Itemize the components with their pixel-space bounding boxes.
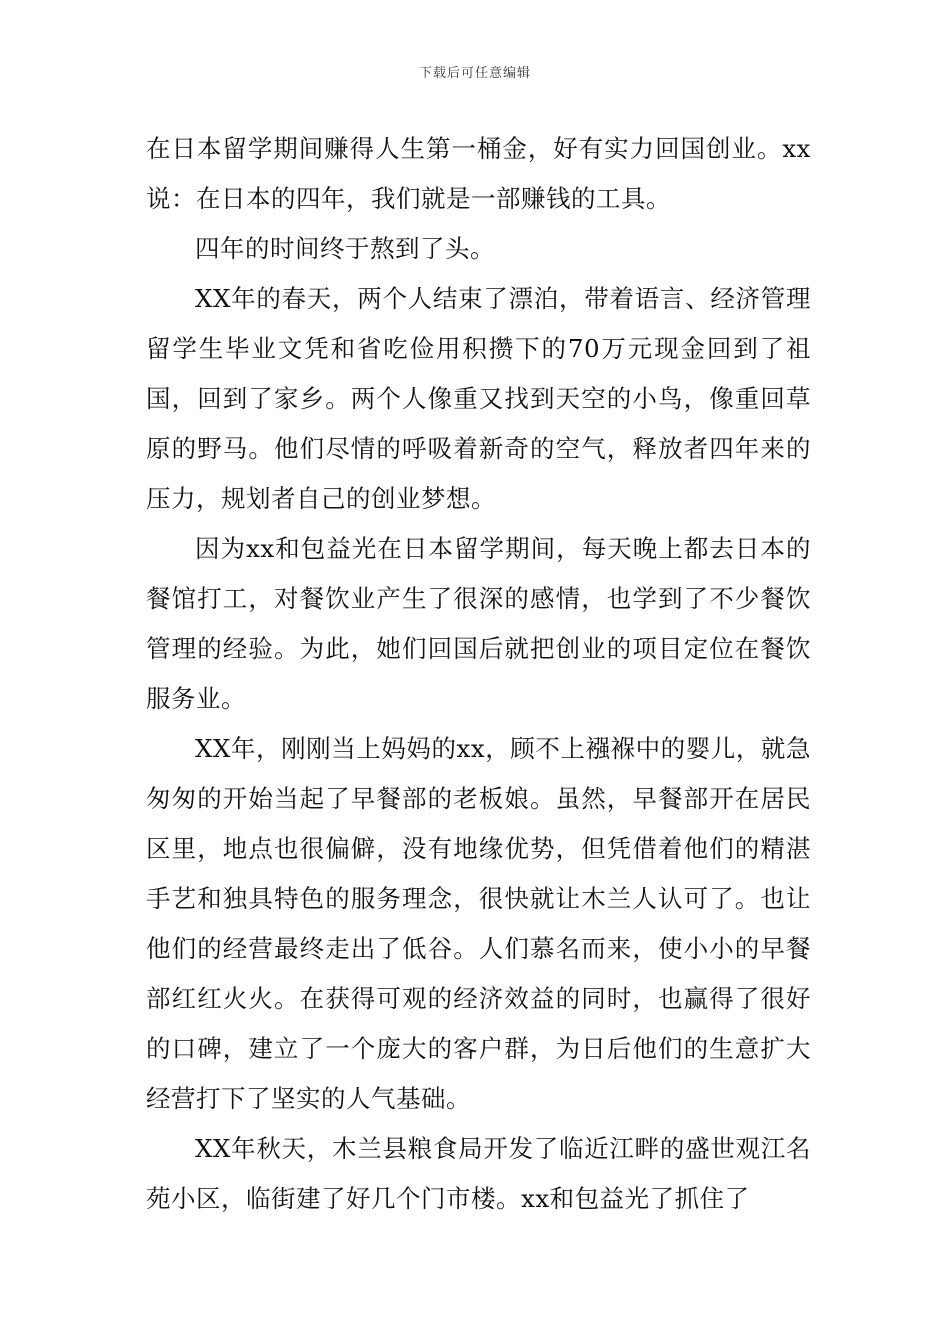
paragraph-1: 在日本留学期间赚得人生第一桶金，好有实力回国创业。xx说：在日本的四年，我们就是一部赚钱的工具。 bbox=[146, 134, 811, 213]
paragraph-4: 因为xx和包益光在日本留学期间，每天晚上都去日本的餐馆打工，对餐饮业产生了很深的感情，也学到了不少餐饮管理的经验。为此，她们回国后就把创业的项目定位在餐饮服务业。 bbox=[146, 534, 811, 713]
paragraph-2: 四年的时间终于熬到了头。 bbox=[195, 234, 495, 263]
paragraph-6: XX年秋天，木兰县粮食局开发了临近江畔的盛世观江名苑小区，临街建了好几个门市楼。xx和包益光了抓住了 bbox=[146, 1134, 811, 1213]
page-header: 下载后可任意编辑 bbox=[418, 66, 531, 81]
paragraph-3: XX年的春天，两个人结束了漂泊，带着语言、经济管理留学生毕业文凭和省吃俭用积攒下的70万元现金回到了祖国，回到了家乡。两个人像重又找到天空的小鸟，像重回草原的野马。他们尽情的呼吸着新奇的空气，释放者四年来的压力，规划者自己的创业梦想。 bbox=[146, 284, 811, 513]
document-body bbox=[146, 124, 811, 1224]
paragraph-5: XX年，刚刚当上妈妈的xx，顾不上襁褓中的婴儿，就急匆匆的开始当起了早餐部的老板娘。虽然，早餐部开在居民区里，地点也很偏僻，没有地缘优势，但凭借着他们的精湛手艺和独具特色的服务理念，很快就让木兰人认可了。也让他们的经营最终走出了低谷。人们慕名而来，使小小的早餐部红红火火。在获得可观的经济效益的同时，也赢得了很好的口碑，建立了一个庞大的客户群，为日后他们的生意扩大经营打下了坚实的人气基础。 bbox=[146, 734, 811, 1113]
